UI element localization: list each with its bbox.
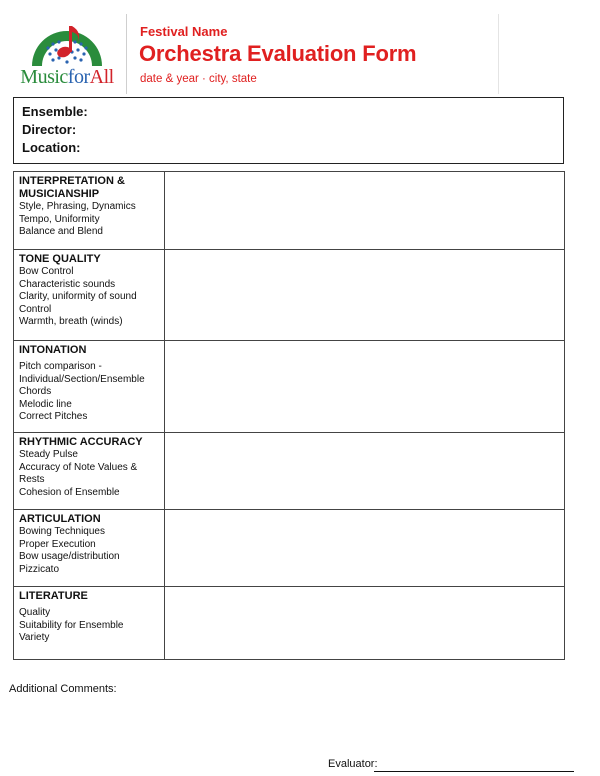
director-label: Director:	[22, 122, 77, 137]
festival-name: Festival Name	[140, 24, 228, 39]
category-criteria: Steady Pulse Accuracy of Note Values & Rests Cohesion of Ensemble	[19, 449, 138, 498]
category-title: ARTICULATION	[19, 513, 101, 525]
category-cell	[14, 250, 165, 341]
category-criteria: Pitch comparison - Individual/Section/Ensemble Chords Melodic line Correct Pitches	[19, 361, 145, 422]
category-row-articulation	[14, 510, 565, 587]
comments-area[interactable]	[165, 250, 565, 341]
logo-emblem-icon	[12, 22, 122, 68]
header-divider-right	[498, 14, 499, 94]
category-cell	[14, 172, 165, 250]
category-criteria: Bowing Techniques Proper Execution Bow usage/distribution Pizzicato	[19, 526, 120, 575]
additional-comments-label: Additional Comments:	[9, 683, 117, 695]
category-row-interpretation	[14, 172, 565, 250]
evaluator-label: Evaluator:	[328, 758, 378, 770]
category-row-literature	[14, 587, 565, 660]
page-title: Orchestra Evaluation Form	[139, 41, 417, 66]
logo-wordmark: MusicforAll	[20, 66, 114, 88]
category-row-rhythmic-accuracy	[14, 433, 565, 510]
category-title: LITERATURE	[19, 590, 88, 602]
comments-area[interactable]	[165, 341, 565, 433]
category-title: RHYTHMIC ACCURACY	[19, 436, 143, 448]
category-criteria: Quality Suitability for Ensemble Variety	[19, 607, 124, 643]
evaluation-table	[13, 171, 565, 660]
category-title: INTERPRETATION & MUSICIANSHIP	[19, 175, 125, 200]
comments-area[interactable]	[165, 172, 565, 250]
ensemble-info-box	[13, 97, 564, 164]
category-title: INTONATION	[19, 344, 87, 356]
category-row-intonation	[14, 341, 565, 433]
date-location-line: date & year · city, state	[140, 73, 257, 85]
category-cell	[14, 587, 165, 660]
comments-area[interactable]	[165, 587, 565, 660]
category-criteria: Bow Control Characteristic sounds Clarity, uniformity of sound Control Warmth, breath (winds)	[19, 266, 137, 327]
category-criteria: Style, Phrasing, Dynamics Tempo, Uniformity Balance and Blend	[19, 201, 136, 237]
category-cell	[14, 341, 165, 433]
comments-area[interactable]	[165, 510, 565, 587]
category-cell	[14, 433, 165, 510]
ensemble-label: Ensemble:	[22, 104, 88, 119]
header-divider-left	[126, 14, 127, 94]
category-title: TONE QUALITY	[19, 253, 101, 265]
music-for-all-logo	[12, 22, 122, 92]
comments-area[interactable]	[165, 433, 565, 510]
location-label: Location:	[22, 140, 81, 155]
category-row-tone-quality	[14, 250, 565, 341]
evaluator-signature-line[interactable]	[374, 771, 574, 772]
category-cell	[14, 510, 165, 587]
